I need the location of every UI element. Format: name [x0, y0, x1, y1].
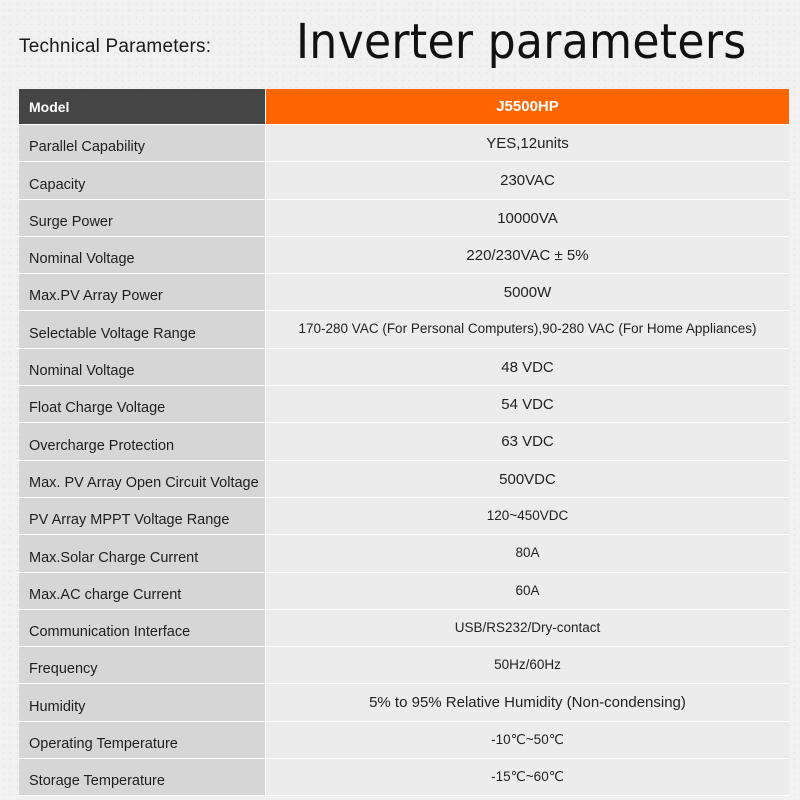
page-title: Inverter parameters [296, 14, 747, 70]
parameter-label: Humidity [19, 684, 266, 720]
table-row [19, 498, 789, 535]
parameter-value: USB/RS232/Dry-contact [266, 610, 789, 646]
parameter-value: 10000VA [266, 200, 789, 236]
parameter-label: Frequency [19, 647, 266, 683]
table-row [19, 759, 789, 796]
table-row [19, 274, 789, 311]
table-row [19, 125, 789, 162]
table-row [19, 311, 789, 348]
parameter-value: 230VAC [266, 162, 789, 198]
parameter-value: -15℃~60℃ [266, 759, 789, 795]
table-row [19, 386, 789, 423]
parameter-value: 120~450VDC [266, 498, 789, 534]
table-row [19, 461, 789, 498]
model-label: Model [19, 89, 266, 124]
parameter-label: Nominal Voltage [19, 237, 266, 273]
table-row [19, 647, 789, 684]
parameter-value: 50Hz/60Hz [266, 647, 789, 683]
table-row [19, 349, 789, 386]
parameter-value: -10℃~50℃ [266, 722, 789, 758]
parameter-value: 48 VDC [266, 349, 789, 385]
parameter-value: 80A [266, 535, 789, 571]
parameter-value: 220/230VAC ± 5% [266, 237, 789, 273]
table-row [19, 423, 789, 460]
parameter-label: Selectable Voltage Range [19, 311, 266, 347]
parameter-label: Parallel Capability [19, 125, 266, 161]
parameter-value: 170-280 VAC (For Personal Computers),90-280 VAC (For Home Appliances) [266, 311, 789, 347]
model-value: J5500HP [266, 89, 789, 124]
parameter-label: Nominal Voltage [19, 349, 266, 385]
parameter-label: Overcharge Protection [19, 423, 266, 459]
parameter-value: 54 VDC [266, 386, 789, 422]
table-row [19, 573, 789, 610]
section-subtitle: Technical Parameters: [19, 36, 212, 57]
parameter-label: Surge Power [19, 200, 266, 236]
parameter-label: Max.AC charge Current [19, 573, 266, 609]
parameter-value: 5000W [266, 274, 789, 310]
parameter-label: Storage Temperature [19, 759, 266, 795]
parameter-label: Capacity [19, 162, 266, 198]
parameter-label: Max. PV Array Open Circuit Voltage [19, 461, 266, 497]
parameter-label: Max.Solar Charge Current [19, 535, 266, 571]
parameter-value: 63 VDC [266, 423, 789, 459]
parameter-label: PV Array MPPT Voltage Range [19, 498, 266, 534]
table-row [19, 535, 789, 572]
parameter-value: YES,12units [266, 125, 789, 161]
parameter-value: 5% to 95% Relative Humidity (Non-condensing) [266, 684, 789, 720]
parameter-value: 500VDC [266, 461, 789, 497]
table-row [19, 237, 789, 274]
table-row [19, 610, 789, 647]
parameter-label: Communication Interface [19, 610, 266, 646]
parameters-table [19, 89, 789, 796]
table-row [19, 200, 789, 237]
table-row [19, 162, 789, 199]
page-header [0, 0, 800, 88]
parameter-label: Operating Temperature [19, 722, 266, 758]
parameter-value: 60A [266, 573, 789, 609]
parameter-label: Max.PV Array Power [19, 274, 266, 310]
parameter-label: Float Charge Voltage [19, 386, 266, 422]
table-header-row [19, 89, 789, 125]
table-row [19, 722, 789, 759]
table-row [19, 684, 789, 721]
